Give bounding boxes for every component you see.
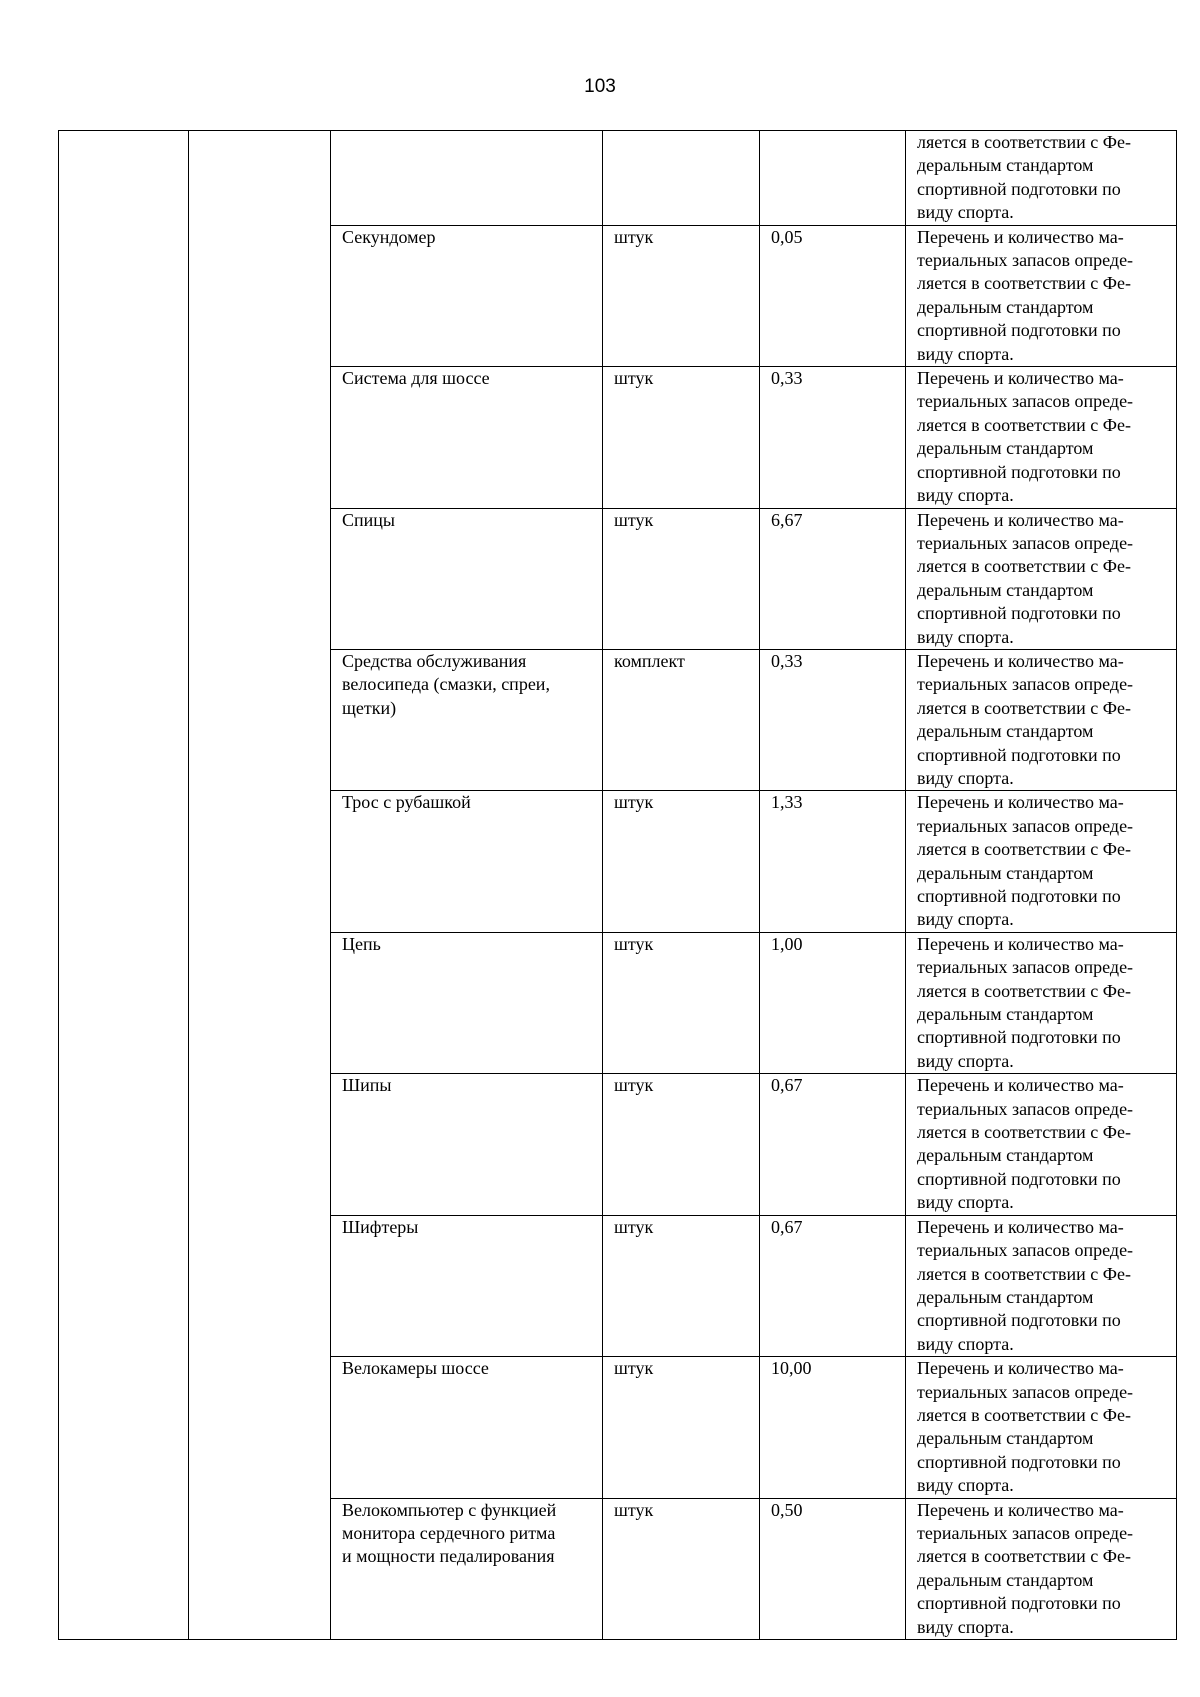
- note-cell: [906, 225, 1177, 366]
- item-name-cell: [331, 367, 603, 508]
- item-name-cell: [331, 1498, 603, 1639]
- note-text: Перечень и количество ма- териальных запасов опреде- ляется в соответствии с Фе- деральным стандартом спортивной подготовки по виду спорта.: [917, 933, 1134, 1071]
- note-text: Перечень и количество ма- териальных запасов опреде- ляется в соответствии с Фе- деральным стандартом спортивной подготовки по виду спорта.: [917, 1216, 1134, 1354]
- note-text: Перечень и количество ма- териальных запасов опреде- ляется в соответствии с Фе- деральным стандартом спортивной подготовки по виду спорта.: [917, 792, 1134, 930]
- item-name: Велокомпьютер с функцией монитора сердечного ритма и мощности педалирования: [342, 1499, 557, 1567]
- quantity-cell: [760, 649, 906, 790]
- note-text: Перечень и количество ма- териальных запасов опреде- ляется в соответствии с Фе- деральным стандартом спортивной подготовки по виду спорта.: [917, 226, 1134, 364]
- note-cell: [906, 649, 1177, 790]
- quantity-cell: [760, 225, 906, 366]
- unit-cell: [603, 649, 760, 790]
- quantity-cell: [760, 367, 906, 508]
- quantity-text: 6,67: [771, 509, 803, 530]
- note-cell: [906, 367, 1177, 508]
- unit-cell: [603, 1357, 760, 1498]
- unit-text: штук: [614, 933, 654, 954]
- item-name: Цепь: [342, 933, 381, 954]
- item-name-cell: [331, 1074, 603, 1215]
- quantity-cell: [760, 1498, 906, 1639]
- note-cell: [906, 508, 1177, 649]
- note-cell: [906, 1357, 1177, 1498]
- item-name-cell: [331, 225, 603, 366]
- unit-text: штук: [614, 792, 654, 813]
- unit-text: штук: [614, 1075, 654, 1096]
- quantity-cell: [760, 1074, 906, 1215]
- note-cell: [906, 131, 1177, 226]
- unit-cell: [603, 791, 760, 932]
- quantity-text: 0,33: [771, 368, 803, 389]
- item-name: Шипы: [342, 1075, 392, 1096]
- item-name: Спицы: [342, 509, 395, 530]
- quantity-cell: [760, 791, 906, 932]
- unit-text: штук: [614, 1499, 654, 1520]
- item-name-cell: [331, 1357, 603, 1498]
- note-text: Перечень и количество ма- териальных запасов опреде- ляется в соответствии с Фе- деральным стандартом спортивной подготовки по виду спорта.: [917, 1358, 1134, 1496]
- item-name-cell: [331, 791, 603, 932]
- item-name: Шифтеры: [342, 1216, 419, 1237]
- item-name-cell: [331, 649, 603, 790]
- empty-name-cell: [331, 131, 603, 226]
- quantity-cell: [760, 932, 906, 1073]
- unit-text: штук: [614, 1216, 654, 1237]
- item-name-cell: [331, 508, 603, 649]
- note-text: Перечень и количество ма- териальных запасов опреде- ляется в соответствии с Фе- деральным стандартом спортивной подготовки по виду спорта.: [917, 650, 1134, 788]
- quantity-text: 0,33: [771, 650, 803, 671]
- note-text: Перечень и количество ма- териальных запасов опреде- ляется в соответствии с Фе- деральным стандартом спортивной подготовки по виду спорта.: [917, 1075, 1134, 1213]
- equipment-table: [58, 130, 1177, 1640]
- unit-text: комплект: [614, 650, 685, 671]
- item-name: Система для шоссе: [342, 368, 490, 389]
- page-number: 103: [584, 76, 616, 97]
- unit-cell: [603, 932, 760, 1073]
- note-text: Перечень и количество ма- териальных запасов опреде- ляется в соответствии с Фе- деральным стандартом спортивной подготовки по виду спорта.: [917, 1499, 1134, 1637]
- quantity-text: 0,50: [771, 1499, 803, 1520]
- item-name: Велокамеры шоссе: [342, 1358, 489, 1379]
- empty-unit-cell: [603, 131, 760, 226]
- quantity-cell: [760, 1215, 906, 1356]
- unit-cell: [603, 225, 760, 366]
- quantity-cell: [760, 1357, 906, 1498]
- quantity-text: 0,67: [771, 1216, 803, 1237]
- merged-cell-2: [189, 131, 331, 1640]
- quantity-text: 1,33: [771, 792, 803, 813]
- unit-cell: [603, 367, 760, 508]
- empty-quantity-cell: [760, 131, 906, 226]
- unit-cell: [603, 1498, 760, 1639]
- quantity-text: 0,05: [771, 226, 803, 247]
- item-name: Секундомер: [342, 226, 436, 247]
- note-cell: [906, 932, 1177, 1073]
- unit-cell: [603, 1215, 760, 1356]
- quantity-text: 10,00: [771, 1358, 812, 1379]
- note-cell: [906, 1074, 1177, 1215]
- item-name: Средства обслуживания велосипеда (смазки, спреи, щетки): [342, 650, 550, 718]
- quantity-text: 1,00: [771, 933, 803, 954]
- unit-text: штук: [614, 226, 654, 247]
- item-name: Трос с рубашкой: [342, 792, 471, 813]
- quantity-text: 0,67: [771, 1075, 803, 1096]
- item-name-cell: [331, 1215, 603, 1356]
- item-name-cell: [331, 932, 603, 1073]
- note-cell: [906, 1498, 1177, 1639]
- unit-text: штук: [614, 368, 654, 389]
- note-cell: [906, 791, 1177, 932]
- note-cell: [906, 1215, 1177, 1356]
- unit-cell: [603, 1074, 760, 1215]
- unit-text: штук: [614, 1358, 654, 1379]
- unit-cell: [603, 508, 760, 649]
- continuation-note-text: ляется в соответствии с Фе- деральным стандартом спортивной подготовки по виду спорта.: [917, 132, 1132, 223]
- table-row-continuation: [59, 131, 1177, 226]
- quantity-cell: [760, 508, 906, 649]
- note-text: Перечень и количество ма- териальных запасов опреде- ляется в соответствии с Фе- деральным стандартом спортивной подготовки по виду спорта.: [917, 368, 1134, 506]
- unit-text: штук: [614, 509, 654, 530]
- note-text: Перечень и количество ма- териальных запасов опреде- ляется в соответствии с Фе- деральным стандартом спортивной подготовки по виду спорта.: [917, 509, 1134, 647]
- merged-cell-1: [59, 131, 189, 1640]
